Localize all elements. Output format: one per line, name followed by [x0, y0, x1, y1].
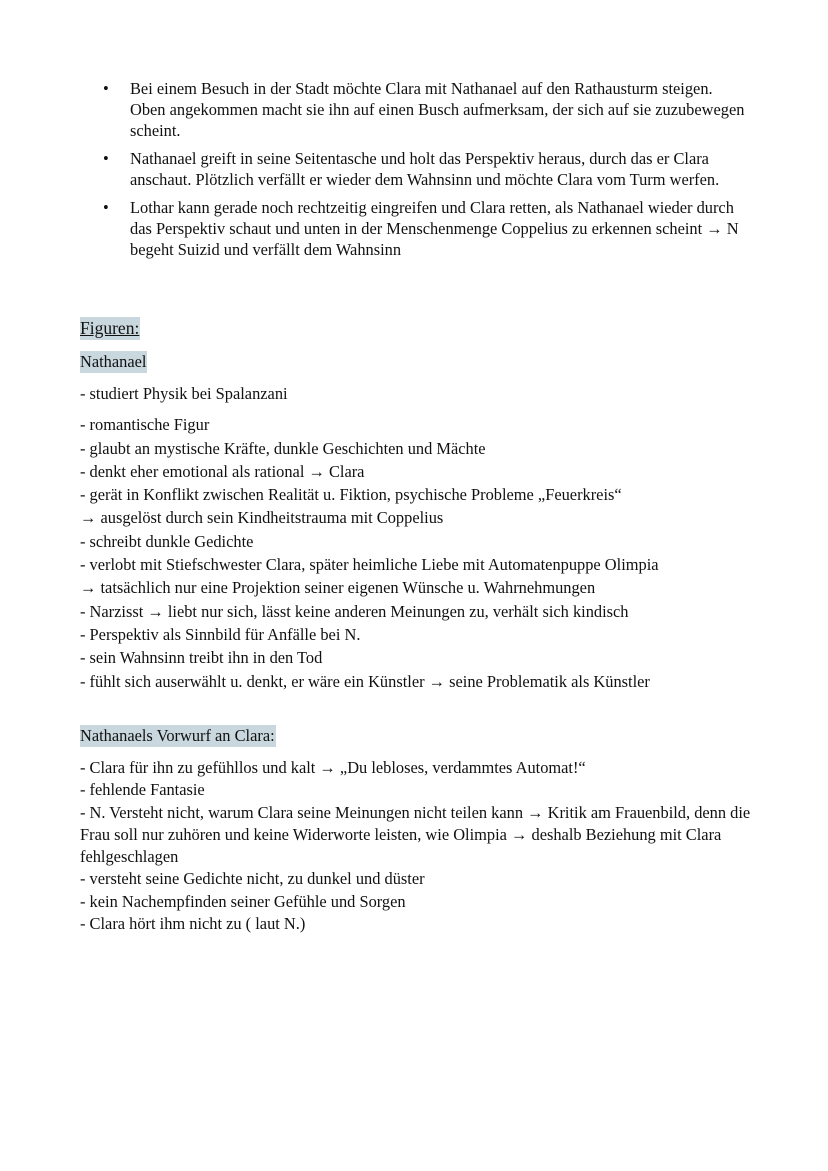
list-item: - verlobt mit Stiefschwester Clara, später heimliche Liebe mit Automatenpuppe Olimpia — [80, 555, 659, 575]
list-item: - fehlende Fantasie — [80, 780, 205, 800]
vorwurf-heading — [80, 726, 760, 746]
list-item: - schreibt dunkle Gedichte — [80, 531, 254, 551]
figures-heading — [80, 318, 760, 339]
nathanael-traits-list — [80, 382, 760, 693]
list-item: - denkt eher emotional als rational → Clara — [80, 461, 365, 481]
list-item: - fühlt sich auserwählt u. denkt, er wäre ein Künstler → seine Problematik als Künstler — [80, 671, 650, 691]
bullet-glyph: • — [103, 79, 109, 98]
list-item: - Narzisst → liebt nur sich, lässt keine anderen Meinungen zu, verhält sich kindisch — [80, 601, 629, 621]
plot-bullet-text: Lothar kann gerade noch rechtzeitig eingreifen und Clara retten, als Nathanael wieder durch das Perspektiv schaut und unten in der Menschenmenge Coppelius zu erkennen scheint → N begeht Suizid und verfällt dem Wahnsinn — [130, 198, 739, 260]
plot-bullet-text: Nathanael greift in seine Seitentasche und holt das Perspektiv heraus, durch das er Clara anschaut. Plötzlich verfällt er wieder dem Wahnsinn und möchte Clara vom Turm werfen. — [130, 149, 720, 190]
list-item: - Clara hört ihm nicht zu ( laut N.) — [80, 914, 306, 934]
vorwurf-heading-text: Nathanaels Vorwurf an Clara: — [80, 726, 275, 745]
plot-bullet-item — [0, 78, 828, 142]
nathanael-heading — [80, 352, 760, 372]
list-item: - romantische Figur — [80, 415, 210, 435]
list-item: - glaubt an mystische Kräfte, dunkle Geschichten und Mächte — [80, 438, 486, 458]
list-item: - Perspektiv als Sinnbild für Anfälle bei N. — [80, 624, 361, 644]
nathanael-heading-text: Nathanael — [80, 352, 147, 371]
list-item: - Clara für ihn zu gefühllos und kalt → „Du lebloses, verdammtes Automat!“ — [80, 758, 586, 777]
list-item: → tatsächlich nur eine Projektion seiner eigenen Wünsche u. Wahrnehmungen — [80, 578, 596, 598]
list-item: - studiert Physik bei Spalanzani — [80, 384, 288, 403]
list-item: - kein Nachempfinden seiner Gefühle und Sorgen — [80, 891, 406, 911]
plot-bullet-item — [0, 197, 828, 261]
list-item: - sein Wahnsinn treibt ihn in den Tod — [80, 648, 323, 668]
vorwurf-list — [80, 757, 760, 935]
plot-bullet-list — [0, 78, 828, 267]
list-item: - versteht seine Gedichte nicht, zu dunkel und düster — [80, 869, 425, 889]
figures-heading-text: Figuren: — [80, 318, 140, 338]
list-item: - gerät in Konflikt zwischen Realität u. Fiktion, psychische Probleme „Feuerkreis“ — [80, 485, 622, 505]
bullet-glyph: • — [103, 149, 109, 169]
plot-bullet-text: Bei einem Besuch in der Stadt möchte Clara mit Nathanael auf den Rathausturm steigen. Oben angekommen macht sie ihn auf einen Busch aufmerksam, der sich auf sie zuzubewegen scheint. — [130, 79, 745, 141]
plot-bullet-item — [0, 148, 828, 190]
list-item: - N. Versteht nicht, warum Clara seine Meinungen nicht teilen kann → Kritik am Frauenbild, denn die Frau soll nur zuhören und keine Widerworte leisten, wie Olimpia → deshalb Beziehung mit Clara fehlgeschlagen — [80, 802, 751, 867]
list-item: → ausgelöst durch sein Kindheitstrauma mit Coppelius — [80, 508, 444, 528]
bullet-glyph: • — [103, 198, 109, 218]
